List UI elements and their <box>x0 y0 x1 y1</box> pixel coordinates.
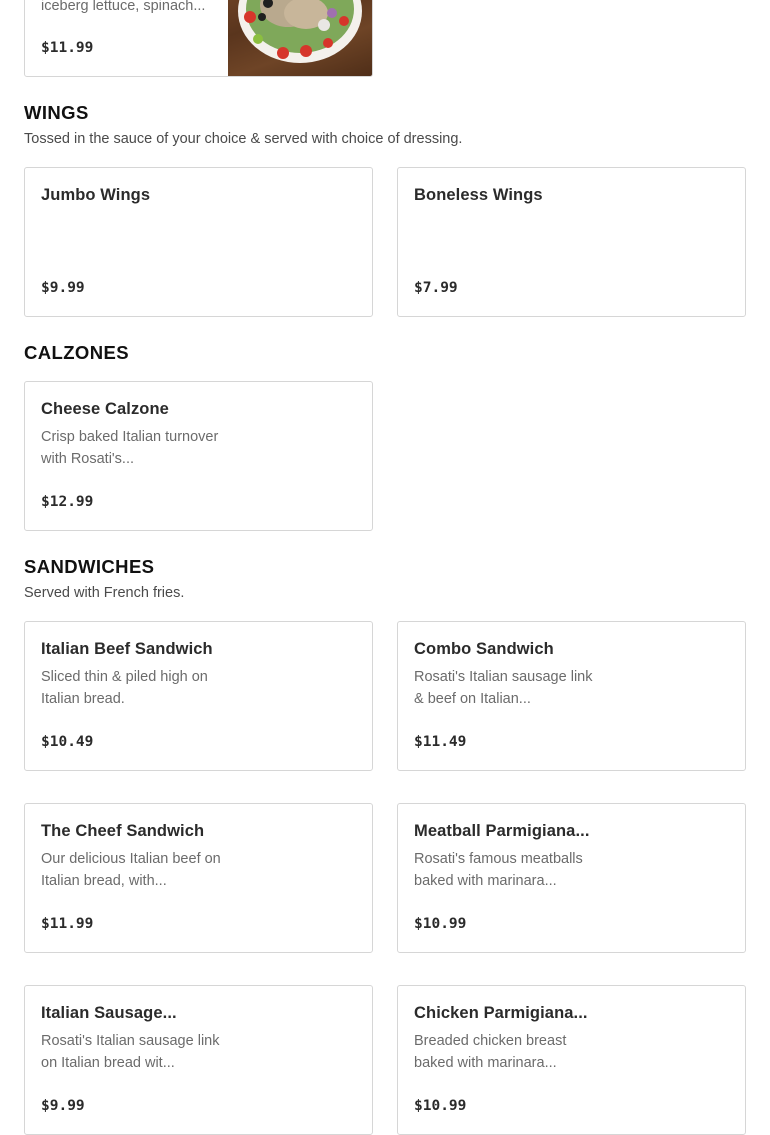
menu-item-price: $11.99 <box>41 916 94 932</box>
menu-item-card[interactable] <box>397 621 746 771</box>
menu-item-description: Our delicious Italian beef on Italian bread, with... <box>41 851 221 889</box>
menu-item-card-salad[interactable] <box>24 0 373 77</box>
menu-item-name: Cheese Calzone <box>41 400 169 418</box>
menu-item-description: Sliced thin & piled high on Italian bread. <box>41 669 208 707</box>
menu-item-name: Italian Beef Sandwich <box>41 640 213 658</box>
menu-item-description: Breaded chicken breast baked with marinara... <box>414 1033 567 1071</box>
menu-item-price: $9.99 <box>41 280 85 296</box>
menu-item-description: Rosati's famous meatballs baked with marinara... <box>414 851 583 889</box>
section-title-wings: WINGS <box>24 102 89 123</box>
menu-item-price: $10.99 <box>414 916 467 932</box>
menu-item-description: Crisp baked Italian turnover with Rosati's... <box>41 429 219 467</box>
menu-item-price: $11.99 <box>41 40 94 56</box>
section-title-sandwiches: SANDWICHES <box>24 556 155 577</box>
menu-item-name: The Cheef Sandwich <box>41 822 205 840</box>
menu-item-name: Combo Sandwich <box>414 640 554 658</box>
menu-item-card[interactable] <box>24 803 373 953</box>
menu-item-price: $12.99 <box>41 494 94 510</box>
menu-item-card[interactable] <box>24 167 373 317</box>
menu-item-price: $9.99 <box>41 1098 85 1114</box>
menu-item-price: $10.49 <box>41 734 94 750</box>
section-description-sandwiches: Served with French fries. <box>24 585 185 601</box>
menu-item-price: $7.99 <box>414 280 458 296</box>
menu-item-card[interactable] <box>24 381 373 531</box>
salad-photo-icon <box>228 0 372 76</box>
menu-item-card[interactable] <box>397 803 746 953</box>
section-title-calzones: CALZONES <box>24 342 129 363</box>
menu-item-description: Rosati's Italian sausage link on Italian bread wit... <box>41 1033 220 1071</box>
menu-item-card[interactable] <box>397 167 746 317</box>
menu-item-name: Chicken Parmigiana... <box>414 1004 588 1022</box>
menu-item-card[interactable] <box>24 985 373 1135</box>
menu-item-card[interactable] <box>24 621 373 771</box>
menu-item-name: Jumbo Wings <box>41 186 151 204</box>
menu-item-name: Italian Sausage... <box>41 1004 177 1022</box>
section-description-wings: Tossed in the sauce of your choice & served with choice of dressing. <box>24 131 463 147</box>
menu-item-description: iceberg lettuce, spinach... <box>41 0 206 14</box>
menu-item-name: Meatball Parmigiana... <box>414 822 590 840</box>
menu-item-description: Rosati's Italian sausage link & beef on Italian... <box>414 669 593 707</box>
menu-item-name: Boneless Wings <box>414 186 543 204</box>
menu-item-price: $10.99 <box>414 1098 467 1114</box>
menu-item-card[interactable] <box>397 985 746 1135</box>
menu-item-price: $11.49 <box>414 734 467 750</box>
